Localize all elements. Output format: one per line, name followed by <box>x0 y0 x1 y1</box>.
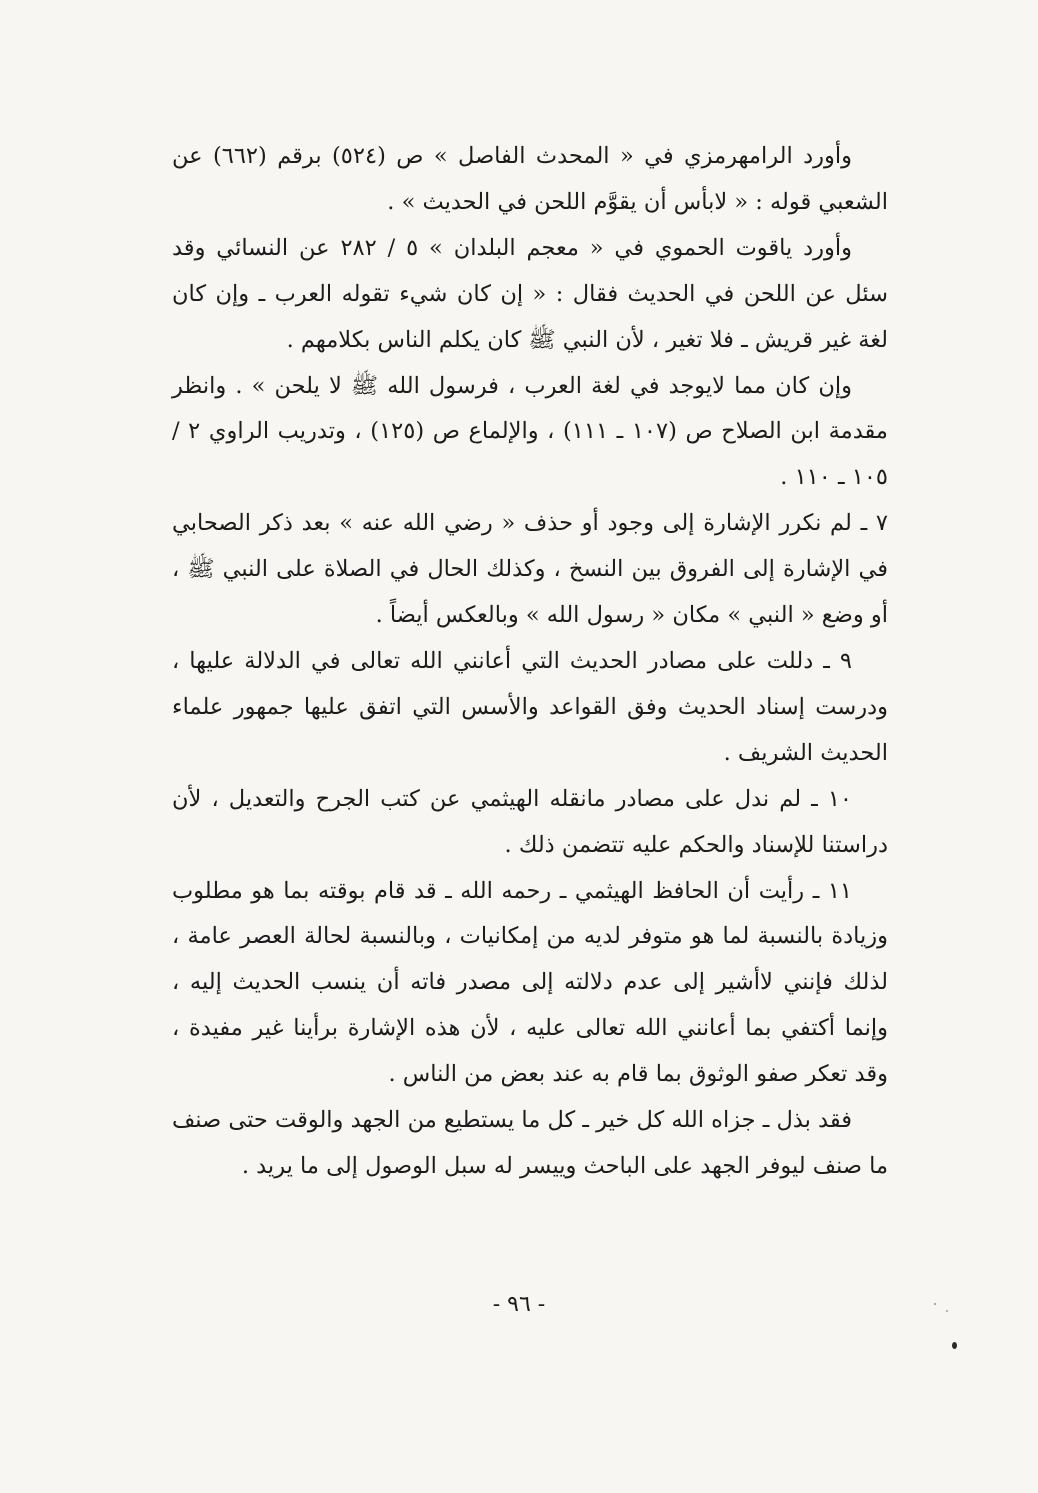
page-number: - ٩٦ - <box>492 1292 546 1317</box>
paragraph-item-7: ٧ ـ لم نكرر الإشارة إلى وجود أو حذف « رضي الله عنه » بعد ذكر الصحابي في الإشارة إلى الفروق بين النسخ ، وكذلك الحال في الصلاة على النبي ﷺ ، أو وضع « النبي » مكان « رسول الله » وبالعكس أيضاً . <box>172 510 888 629</box>
paragraph-yaqut-quote: وأورد ياقوت الحموي في « معجم البلدان » ٥ / ٢٨٢ عن النسائي وقد سئل عن اللحن في الحديث فقال : « إن كان شيء تقوله العرب ـ وإن كان لغة غير قريش ـ فلا تغير ، لأن النبي ﷺ كان يكلم الناس بكلامهم . <box>172 234 888 353</box>
scan-speck <box>952 1342 957 1349</box>
paragraph-ramahurmuzi-quote: وأورد الرامهرمزي في « المحدث الفاصل » ص (٥٢٤) برقم (٦٦٢) عن الشعبي قوله : « لابأس أن يقوَّم اللحن في الحديث » . <box>172 143 888 215</box>
paragraph-item-9: ٩ ـ دللت على مصادر الحديث التي أعانني الله تعالى في الدلالة عليها ، ودرست إسناد الحديث وفق القواعد والأسس التي اتفق عليها جمهور علماء الحديث الشريف . <box>172 647 888 766</box>
paragraph-references: وإن كان مما لايوجد في لغة العرب ، فرسول الله ﷺ لا يلحن » . وانظر مقدمة ابن الصلاح ص (١٠٧ ـ ١١١) ، والإلماع ص (١٢٥) ، وتدريب الراوي ٢ / ١٠٥ ـ ١١٠ . <box>172 372 888 491</box>
scan-speck <box>934 1303 936 1305</box>
body-text <box>172 134 888 1190</box>
paragraph-item-11: ١١ ـ رأيت أن الحافظ الهيثمي ـ رحمه الله ـ قد قام بوقته بما هو مطلوب وزيادة بالنسبة لما هو متوفر لديه من إمكانيات ، وبالنسبة لحالة العصر عامة ، لذلك فإنني لاأشير إلى عدم دلالته إلى مصدر فاته أن ينسب الحديث إليه ، وإنما أكتفي بما أعانني الله تعالى عليه ، لأن هذه الإشارة برأينا غير مفيدة ، وقد تعكر صفو الوثوق بما قام به عند بعض من الناس . <box>172 877 888 1088</box>
paragraph-item-10: ١٠ ـ لم ندل على مصادر مانقله الهيثمي عن كتب الجرح والتعديل ، لأن دراستنا للإسناد والحكم عليه تتضمن ذلك . <box>172 785 888 858</box>
scan-speck <box>946 1310 948 1312</box>
paragraph-closing: فقد بذل ـ جزاه الله كل خير ـ كل ما يستطيع من الجهد والوقت حتى صنف ما صنف ليوفر الجهد على الباحث وييسر له سبل الوصول إلى ما يريد . <box>172 1107 888 1179</box>
